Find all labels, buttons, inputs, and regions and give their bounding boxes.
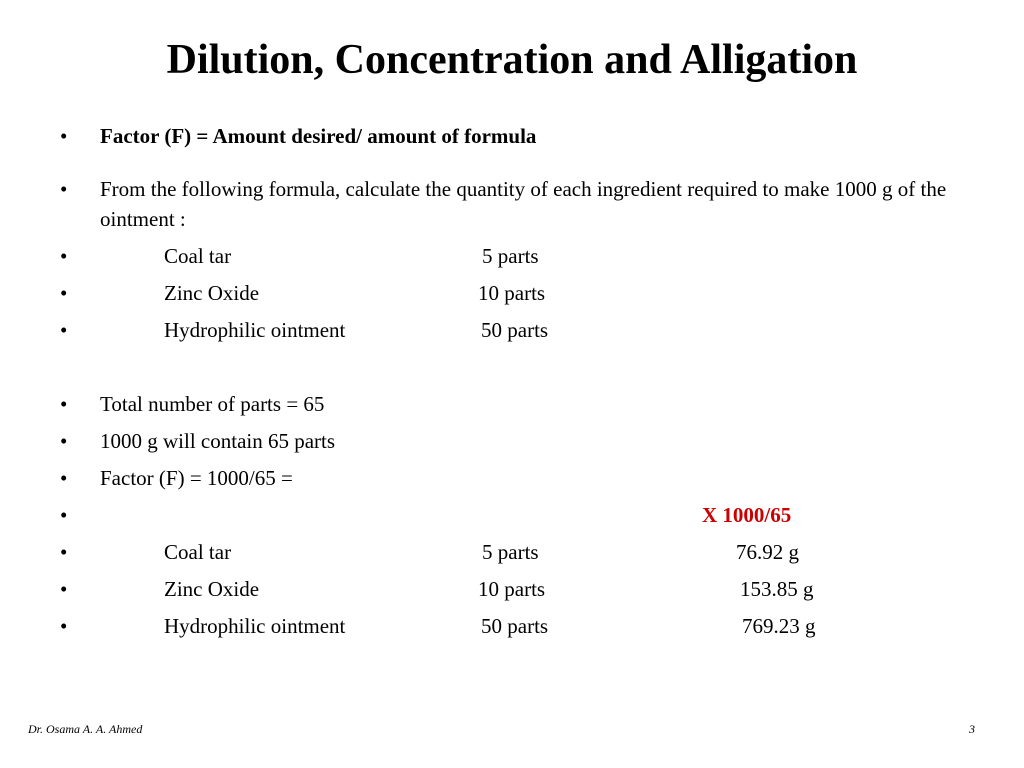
bullet-marker: • (60, 318, 68, 342)
bullet-marker: • (60, 244, 68, 268)
factor-definition: Factor (F) = Amount desired/ amount of formula (100, 124, 537, 148)
bullet-marker: • (60, 429, 68, 453)
formula-ingredient: Zinc Oxide (164, 281, 260, 305)
result-ingredient: Coal tar (164, 540, 232, 564)
problem-statement: From the following formula, calculate the quantity of each ingredient required to make 1000 g of the ointment : (100, 177, 947, 231)
page-number: 3 (969, 722, 975, 736)
result-parts: 50 parts (481, 614, 549, 638)
result-ingredient: Zinc Oxide (164, 577, 260, 601)
bullet-marker: • (60, 281, 68, 305)
result-quantity: 153.85 g (740, 577, 814, 601)
bullet-marker: • (60, 577, 68, 601)
formula-ingredient: Hydrophilic ointment (164, 318, 346, 342)
result-parts: 10 parts (478, 577, 546, 601)
bullet-marker: • (60, 540, 68, 564)
formula-parts: 5 parts (482, 244, 539, 268)
result-parts: 5 parts (482, 540, 539, 564)
contains-statement: 1000 g will contain 65 parts (100, 429, 336, 453)
bullet-marker: • (60, 392, 68, 416)
formula-parts: 10 parts (478, 281, 546, 305)
bullet-marker: • (60, 177, 68, 201)
formula-ingredient: Coal tar (164, 244, 232, 268)
bullet-marker: • (60, 614, 68, 638)
result-ingredient: Hydrophilic ointment (164, 614, 346, 638)
total-parts: Total number of parts = 65 (100, 392, 325, 416)
bullet-marker: • (60, 466, 68, 490)
result-quantity: 76.92 g (736, 540, 799, 564)
multiplier-label: X 1000/65 (702, 503, 792, 527)
bullet-marker: • (60, 503, 68, 527)
footer-author: Dr. Osama A. A. Ahmed (28, 722, 143, 736)
formula-parts: 50 parts (481, 318, 549, 342)
result-quantity: 769.23 g (742, 614, 816, 638)
slide-title: Dilution, Concentration and Alligation (166, 37, 858, 83)
factor-calculation: Factor (F) = 1000/65 = (100, 466, 293, 490)
bullet-marker: • (60, 124, 68, 148)
